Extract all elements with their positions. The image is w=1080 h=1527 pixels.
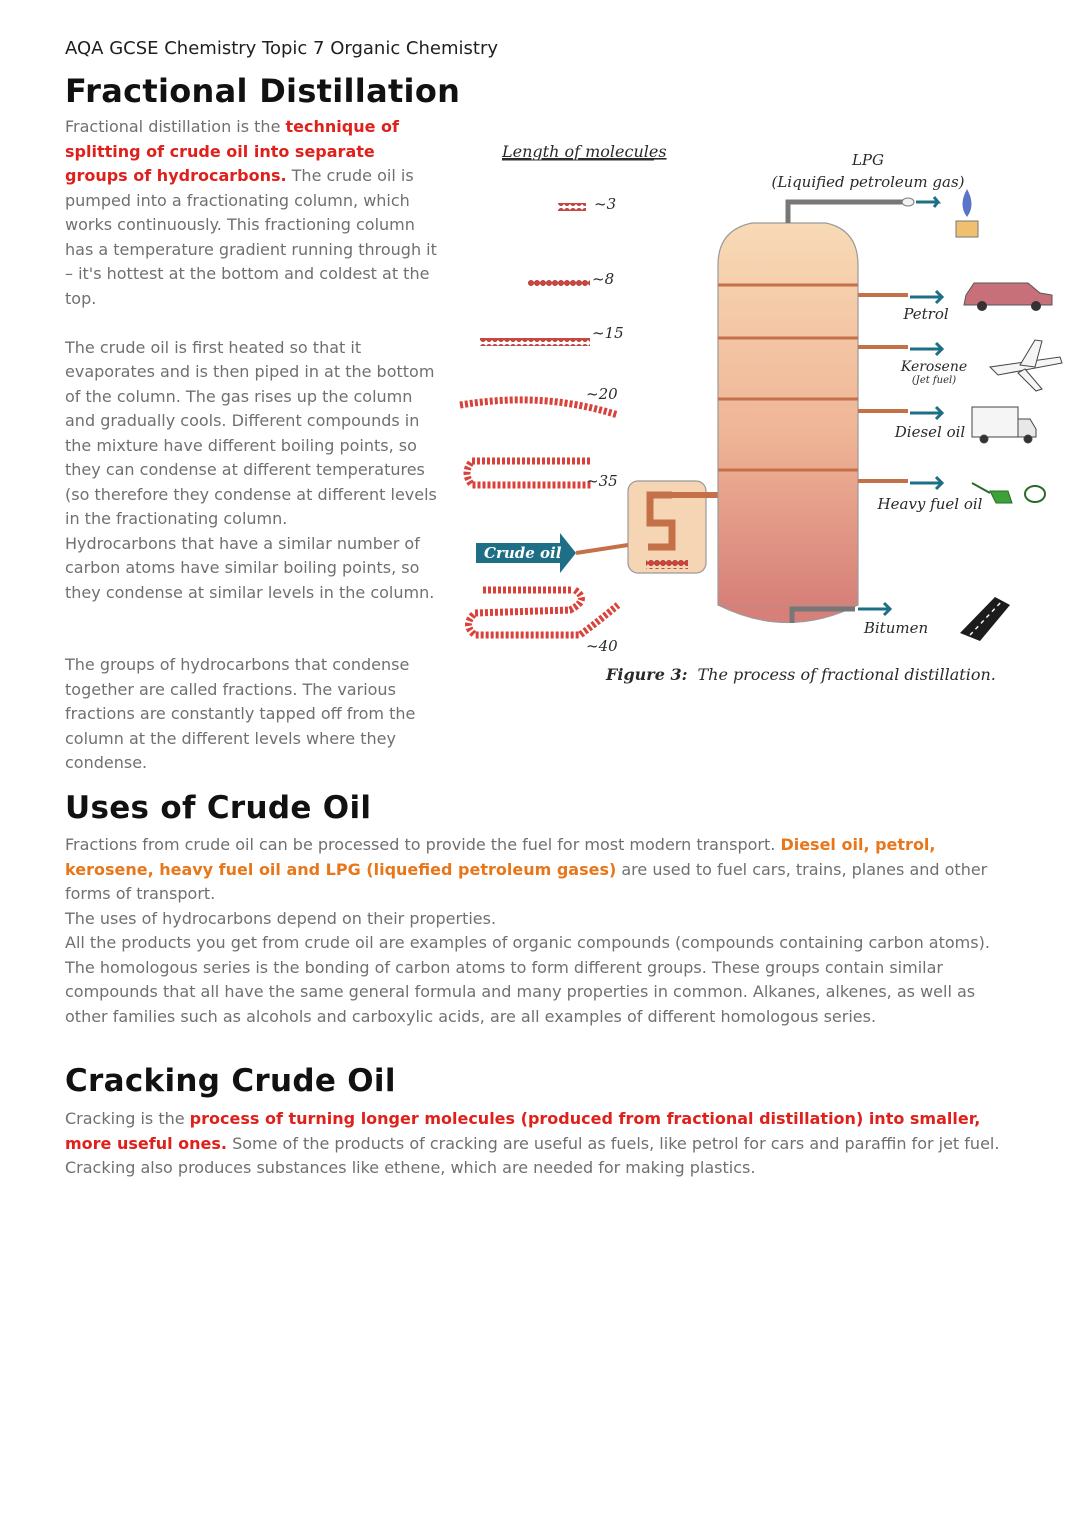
cracking-lead: Cracking is the bbox=[65, 1109, 190, 1128]
uses-paragraph-2: The uses of hydrocarbons depend on their properties. bbox=[65, 908, 497, 928]
jet-plane-icon bbox=[990, 340, 1062, 391]
uses-paragraph-3: All the products you get from crude oil are examples of organic compounds (compounds containing carbon atoms). bbox=[65, 933, 990, 952]
crude-inlet-pipe bbox=[576, 545, 628, 553]
lpg-valve bbox=[902, 198, 914, 206]
lpg-sub-label: (Liquified petroleum gas) bbox=[771, 173, 965, 191]
uses-highlight: Diesel oil, petrol, kerosene, heavy fuel oil and LPG (liquefied petroleum gases) bbox=[65, 835, 936, 879]
molecule-15 bbox=[480, 338, 590, 346]
cracking-paragraph-1 bbox=[65, 1107, 1015, 1156]
diesel-arrow bbox=[910, 407, 942, 419]
bitumen-arrow bbox=[858, 603, 890, 615]
uses-text bbox=[65, 833, 1015, 1029]
diesel-label: Diesel oil bbox=[894, 423, 966, 441]
length-20: ~20 bbox=[586, 385, 618, 403]
length-35: ~35 bbox=[586, 472, 618, 490]
length-of-molecules-title: Length of molecules bbox=[502, 142, 667, 161]
uses-heading: Uses of Crude Oil bbox=[65, 790, 372, 826]
length-3: ~3 bbox=[594, 195, 617, 213]
cracking-tail: Some of the products of cracking are useful as fuels, like petrol for cars and paraffin for jet fuel. bbox=[226, 1133, 1000, 1153]
oil-can-icon bbox=[972, 483, 1045, 503]
caption-label: Figure 3: bbox=[606, 665, 688, 684]
furnace-burner bbox=[646, 559, 688, 569]
cracking-heading: Cracking Crude Oil bbox=[65, 1063, 396, 1099]
lpg-pipe bbox=[788, 202, 906, 223]
kerosene-sub-label: (Jet fuel) bbox=[911, 375, 957, 386]
fractional-paragraph-1 bbox=[65, 115, 440, 311]
length-40: ~40 bbox=[586, 637, 618, 655]
heavy-fuel-label: Heavy fuel oil bbox=[877, 495, 983, 513]
bitumen-label: Bitumen bbox=[863, 619, 929, 637]
fractional-distillation-heading: Fractional Distillation bbox=[65, 72, 461, 110]
uses-tail: are used to fuel cars, trains, planes and other forms of transport. bbox=[65, 859, 988, 903]
molecule-3 bbox=[558, 203, 586, 211]
petrol-label: Petrol bbox=[903, 305, 949, 323]
truck-icon bbox=[972, 407, 1036, 443]
crude-oil-label: Crude oil bbox=[484, 544, 562, 562]
heavy-arrow bbox=[910, 477, 942, 489]
caption-text: The process of fractional distillation. bbox=[697, 665, 996, 684]
fractional-paragraph-3: Hydrocarbons that have a similar number of carbon atoms have similar boiling points, so they condense at similar levels in the column. bbox=[65, 533, 435, 602]
uses-paragraph-1 bbox=[65, 833, 1015, 907]
petrol-arrow bbox=[910, 291, 942, 303]
figure-caption bbox=[605, 665, 996, 684]
length-15: ~15 bbox=[592, 324, 624, 342]
intro-highlight: technique of splitting of crude oil into separate groups of hydrocarbons. bbox=[65, 117, 399, 185]
fractions-text: The groups of hydrocarbons that condense together are called fractions. The various fractions are constantly tapped off from the column at the different levels where they condense. bbox=[65, 655, 416, 772]
length-8: ~8 bbox=[592, 270, 615, 288]
fractional-intro-text bbox=[65, 115, 440, 605]
cracking-highlight: process of turning longer molecules (produced from fractional distillation) into smaller, more useful ones. bbox=[65, 1109, 981, 1153]
cracking-paragraph-2: Cracking also produces substances like ethene, which are needed for making plastics. bbox=[65, 1158, 756, 1177]
lpg-label: LPG bbox=[851, 151, 885, 169]
road-icon bbox=[960, 597, 1010, 641]
fractionating-column bbox=[718, 223, 858, 605]
molecule-8 bbox=[528, 280, 590, 288]
gas-burner-icon bbox=[956, 189, 978, 237]
uses-lead: Fractions from crude oil can be processed to provide the fuel for most modern transport. bbox=[65, 835, 781, 854]
intro-rest: The crude oil is pumped into a fractionating column, which works continuously. This fractioning column has a temperature gradient running through it – it's hottest at the bottom and coldest at the top. bbox=[65, 166, 437, 308]
fractional-paragraph-2: The crude oil is first heated so that it evaporates and is then piped in at the bottom of the column. The gas rises up the column and gradually cools. Different compounds in the mixture have different boiling points, so they can condense at different temperatures (so therefore they condense at different levels in the fractionating column. bbox=[65, 337, 437, 528]
molecule-40 bbox=[469, 590, 619, 635]
fractional-distillation-figure bbox=[450, 135, 1070, 695]
document-header: AQA GCSE Chemistry Topic 7 Organic Chemistry bbox=[65, 38, 499, 59]
car-icon bbox=[964, 283, 1052, 311]
kerosene-arrow bbox=[910, 343, 942, 355]
cracking-text bbox=[65, 1107, 1015, 1181]
lpg-arrow bbox=[916, 197, 938, 207]
uses-paragraph-4: The homologous series is the bonding of carbon atoms to form different groups. These groups contain similar compounds that all have the same general formula and many properties in common. Alkanes, alkenes, as well as other families such as alcohols and carboxylic acids, are all examples of different homologous series. bbox=[65, 957, 976, 1026]
kerosene-label: Kerosene bbox=[900, 359, 968, 375]
molecule-35 bbox=[467, 461, 592, 485]
intro-lead: Fractional distillation is the bbox=[65, 117, 286, 136]
